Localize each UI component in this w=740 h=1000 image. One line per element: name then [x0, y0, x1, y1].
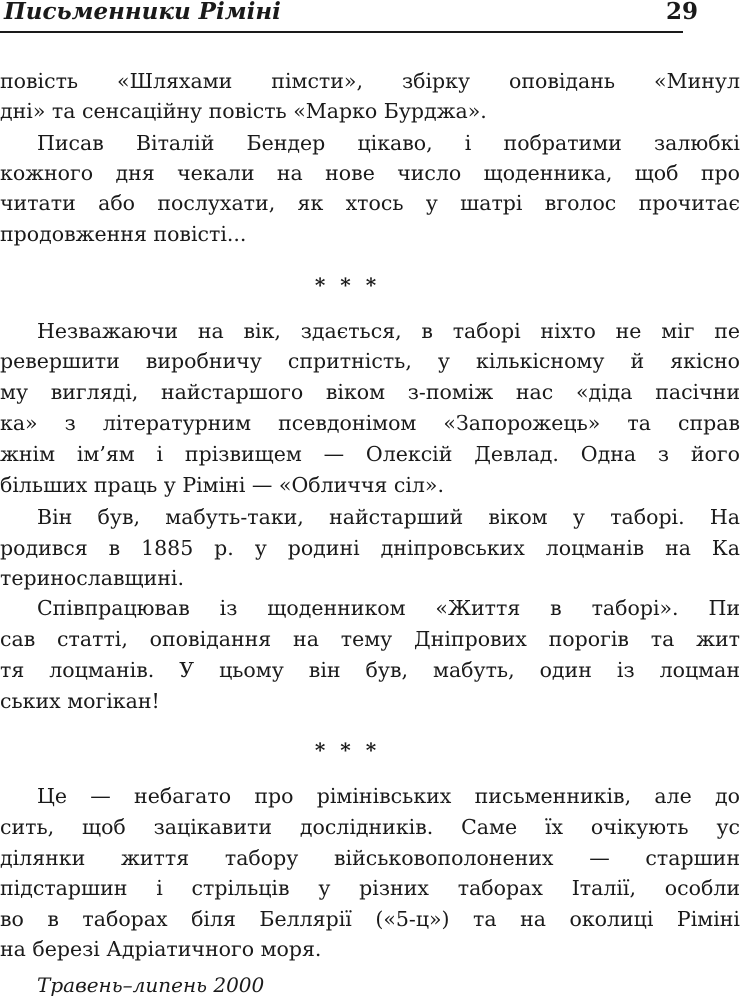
text-line: на березі Адріатичного моря.	[0, 937, 322, 961]
page-number: 29	[666, 0, 699, 25]
text-line: теринославщині.	[0, 566, 184, 590]
header-rule	[0, 31, 683, 33]
text-line: сав статті, оповідання на тему Дніпрових порогів та жит	[0, 627, 740, 651]
text-line: Незважаючи на вік, здається, в таборі ніхто не міг пе	[37, 319, 740, 343]
text-line: підстаршин і стрільців у різних таборах Італії, особли	[0, 876, 740, 900]
running-title: Письменники Ріміні	[4, 0, 281, 25]
section-separator: * * *	[314, 273, 381, 297]
text-line: тя лоцманів. У цьому він був, мабуть, один із лоцман	[0, 658, 740, 682]
text-line: во в таборах біля Беллярії («5-ц») та на околиці Ріміні	[0, 907, 740, 931]
text-line: повість «Шляхами пімсти», збірку оповідань «Минул	[0, 69, 740, 93]
text-line: продовження повісті...	[0, 222, 247, 246]
text-line: ка» з літературним псевдонімом «Запорожець» та справ	[0, 411, 740, 435]
text-line: Він був, мабуть-таки, найстарший віком у таборі. На	[37, 505, 740, 529]
text-line: дні» та сенсаційну повість «Марко Бурджа».	[0, 99, 487, 123]
page-header	[0, 0, 699, 32]
text-line: Це — небагато про рімінівських письменників, але до	[37, 784, 740, 808]
date-line: Травень–липень 2000	[37, 973, 265, 997]
text-line: ділянки життя табору військовополонених — старшин	[0, 846, 740, 870]
text-line: Писав Віталій Бендер цікаво, і побратими залюбкі	[37, 131, 740, 155]
text-line: му вигляді, найстаршого віком з-поміж нас «діда пасічни	[0, 380, 740, 404]
text-line: ревершити виробничу спритність, у кількісному й якісно	[0, 349, 740, 373]
text-line: читати або послухати, як хтось у шатрі вголос прочитає	[0, 191, 740, 215]
text-line: кожного дня чекали на нове число щоденника, щоб про	[0, 161, 740, 185]
section-separator: * * *	[314, 738, 381, 762]
text-line: родився в 1885 р. у родині дніпровських лоцманів на Ка	[0, 536, 740, 560]
text-line: Співпрацював із щоденником «Життя в таборі». Пи	[37, 596, 740, 620]
text-line: більших праць у Ріміні — «Обличчя сіл».	[0, 473, 444, 497]
text-line: жнім ім’ям і прізвищем — Олексій Девлад. Одна з його	[0, 442, 740, 466]
text-line: сить, щоб зацікавити дослідників. Саме їх очікують ус	[0, 815, 740, 839]
text-line: ських могікан!	[0, 689, 160, 713]
